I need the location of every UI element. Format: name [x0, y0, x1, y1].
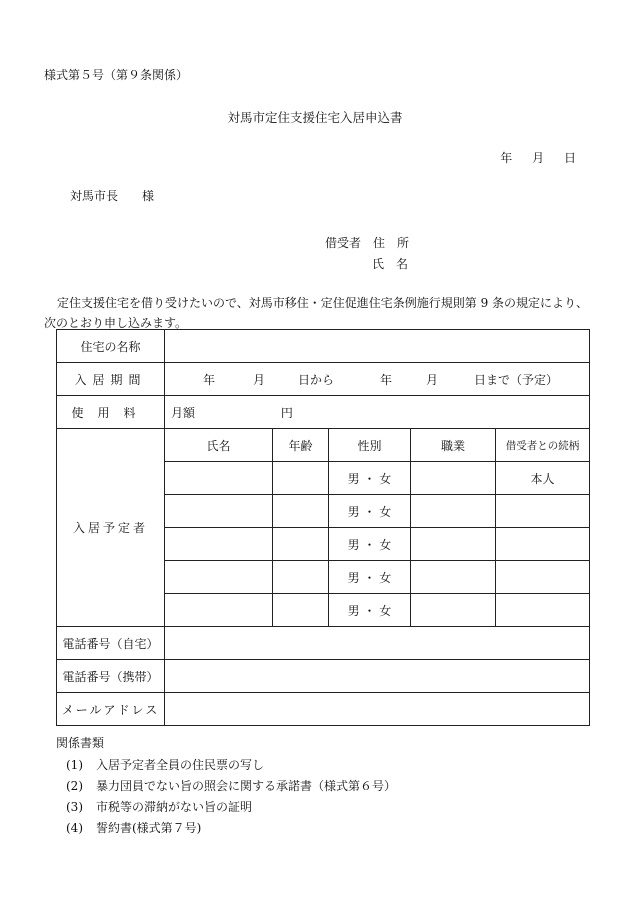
- fee-label: 使用料: [57, 396, 165, 429]
- resident-age-field[interactable]: [273, 594, 329, 627]
- resident-gender[interactable]: 男 ・ 女: [329, 462, 411, 495]
- form-number: 様式第５号（第９条関係）: [44, 68, 189, 82]
- email-row: [57, 693, 590, 726]
- resident-gender[interactable]: 男 ・ 女: [329, 561, 411, 594]
- period-start-month: 月: [253, 372, 266, 387]
- phone-home-field[interactable]: [165, 627, 590, 660]
- resident-relation[interactable]: [496, 594, 590, 627]
- resident-occupation-field[interactable]: [411, 561, 496, 594]
- resident-relation[interactable]: [496, 561, 590, 594]
- period-start-year: 年: [203, 372, 216, 387]
- house-name-row: [57, 330, 590, 363]
- date-day: 日: [563, 151, 576, 165]
- applicant-name-label: 氏 名: [372, 257, 409, 271]
- email-field[interactable]: [165, 693, 590, 726]
- resident-age-field[interactable]: [273, 528, 329, 561]
- resident-gender[interactable]: 男 ・ 女: [329, 495, 411, 528]
- date-line: [492, 149, 584, 166]
- list-item: (2) 暴力団員でない旨の照会に関する承諾書（様式第６号）: [66, 779, 397, 793]
- resident-name-field[interactable]: [165, 528, 273, 561]
- col-name: 氏名: [165, 429, 273, 462]
- list-item: (3) 市税等の滞納がない旨の証明: [66, 800, 253, 814]
- residents-label: 入居予定者: [57, 429, 165, 627]
- resident-name-field[interactable]: [165, 495, 273, 528]
- phone-mobile-label: 電話番号（携帯）: [57, 660, 165, 693]
- resident-name-field[interactable]: [165, 462, 273, 495]
- resident-occupation-field[interactable]: [411, 462, 496, 495]
- col-relation: 借受者との続柄: [496, 429, 590, 462]
- related-docs-title: 関係書類: [56, 736, 105, 750]
- col-occupation: 職業: [411, 429, 496, 462]
- document-title: 対馬市定住支援住宅入居申込書: [227, 110, 403, 125]
- resident-age-field[interactable]: [273, 561, 329, 594]
- resident-name-field[interactable]: [165, 561, 273, 594]
- list-item: (1) 入居予定者全員の住民票の写し: [66, 758, 265, 772]
- col-gender: 性別: [329, 429, 411, 462]
- resident-relation[interactable]: [496, 495, 590, 528]
- date-year: 年: [500, 151, 513, 165]
- resident-gender[interactable]: 男 ・ 女: [329, 594, 411, 627]
- phone-mobile-row: [57, 660, 590, 693]
- phone-home-label: 電話番号（自宅）: [57, 627, 165, 660]
- list-item: (4) 誓約書(様式第７号): [66, 821, 202, 835]
- period-start-day: 日から: [298, 372, 335, 387]
- resident-age-field[interactable]: [273, 495, 329, 528]
- col-age: 年齢: [273, 429, 329, 462]
- resident-gender[interactable]: 男 ・ 女: [329, 528, 411, 561]
- house-name-label: 住宅の名称: [57, 330, 165, 363]
- fee-monthly-label: 月額: [171, 405, 196, 420]
- resident-occupation-field[interactable]: [411, 528, 496, 561]
- period-row: [57, 363, 590, 396]
- resident-occupation-field[interactable]: [411, 495, 496, 528]
- date-month: 月: [532, 151, 545, 165]
- period-end-month: 月: [426, 372, 439, 387]
- resident-relation[interactable]: 本人: [496, 462, 590, 495]
- phone-mobile-field[interactable]: [165, 660, 590, 693]
- addressee: 対馬市長 様: [70, 189, 155, 203]
- application-table: [56, 329, 590, 726]
- house-name-field[interactable]: [165, 330, 590, 363]
- applicant-address-label: 借受者 住 所: [325, 236, 410, 250]
- resident-occupation-field[interactable]: [411, 594, 496, 627]
- period-field[interactable]: [165, 363, 590, 396]
- related-docs-list: [66, 755, 396, 839]
- resident-age-field[interactable]: [273, 462, 329, 495]
- phone-home-row: [57, 627, 590, 660]
- fee-field[interactable]: [165, 396, 590, 429]
- fee-row: [57, 396, 590, 429]
- email-label: メールアドレス: [57, 693, 165, 726]
- fee-unit: 円: [280, 405, 293, 420]
- body-text: 定住支援住宅を借り受けたいので、対馬市移住・定住促進住宅条例施行規則第 9 条の規定により、次のとおり申し込みます。: [44, 296, 589, 330]
- resident-name-field[interactable]: [165, 594, 273, 627]
- residents-header-row: [57, 429, 590, 462]
- period-end-year: 年: [380, 372, 393, 387]
- period-end-day: 日まで（予定）: [474, 372, 559, 387]
- period-label: 入居期間: [57, 363, 165, 396]
- resident-relation[interactable]: [496, 528, 590, 561]
